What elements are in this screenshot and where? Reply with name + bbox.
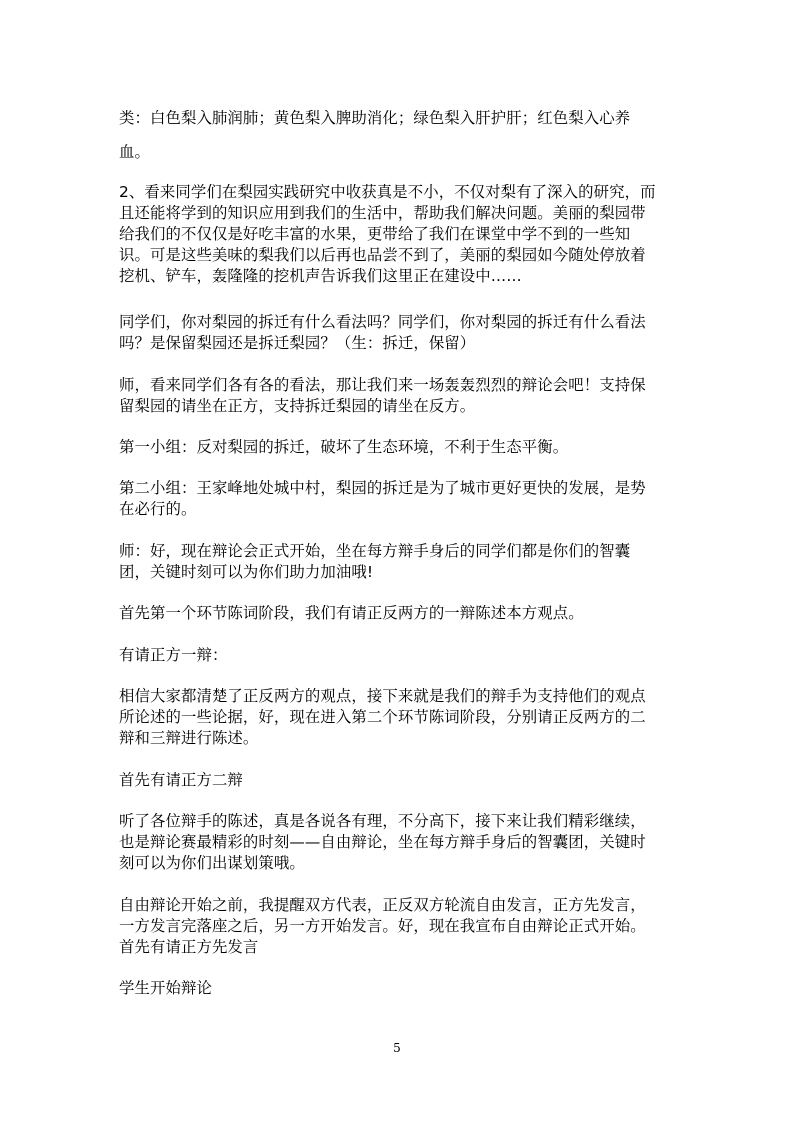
paragraph-6 bbox=[119, 437, 679, 458]
paragraph-15 bbox=[119, 978, 679, 999]
paragraph-4 bbox=[119, 312, 679, 354]
paragraph-2 bbox=[119, 142, 679, 163]
text-line: 2、看来同学们在梨园实践研究中收获真是不小，不仅对梨有了深入的研究，而 bbox=[119, 183, 656, 201]
text-line: 有请正方一辩： bbox=[119, 646, 228, 664]
text-line: 学生开始辩论 bbox=[119, 979, 212, 997]
text-line: 一方发言完落座之后，另一方开始发言。好，现在我宣布自由辩论正式开始。 bbox=[119, 917, 646, 935]
text-line: 血。 bbox=[119, 143, 150, 161]
paragraph-12 bbox=[119, 770, 679, 791]
paragraph-13 bbox=[119, 811, 679, 874]
text-line: 第一小组：反对梨园的拆迁，破坏了生态环境，不利于生态平衡。 bbox=[119, 438, 569, 456]
page-number: 5 bbox=[393, 1041, 401, 1055]
text-line: 同学们，你对梨园的拆迁有什么看法吗？同学们，你对梨园的拆迁有什么看法 bbox=[119, 313, 646, 331]
paragraph-7 bbox=[119, 478, 679, 520]
text-line: 识。可是这些美味的梨我们以后再也品尝不到了，美丽的梨园如今随处停放着 bbox=[119, 246, 646, 264]
text-line: 第二小组：王家峰地处城中村，梨园的拆迁是为了城市更好更快的发展，是势 bbox=[119, 479, 646, 497]
paragraph-1 bbox=[119, 108, 679, 129]
text-line: 师：好，现在辩论会正式开始，坐在每方辩手身后的同学们都是你们的智囊 bbox=[119, 542, 631, 560]
paragraph-3 bbox=[119, 182, 679, 287]
text-line: 辩和三辩进行陈述。 bbox=[119, 729, 259, 747]
text-line: 师，看来同学们各有各的看法，那让我们来一场轰轰烈烈的辩论会吧！支持保 bbox=[119, 376, 646, 394]
paragraph-9 bbox=[119, 603, 679, 624]
text-line: 首先有请正方先发言 bbox=[119, 938, 259, 956]
paragraph-8 bbox=[119, 541, 679, 583]
text-line: 相信大家都清楚了正反两方的观点，接下来就是我们的辩手为支持他们的观点 bbox=[119, 687, 646, 705]
text-line: 刻可以为你们出谋划策哦。 bbox=[119, 854, 305, 872]
text-line: 团，关键时刻可以为你们助力加油哦! bbox=[119, 563, 374, 581]
text-line: 给我们的不仅仅是好吃丰富的水果，更带给了我们在课堂中学不到的一些知 bbox=[119, 225, 631, 243]
paragraph-14 bbox=[119, 895, 679, 958]
paragraph-10 bbox=[119, 645, 679, 666]
text-line: 自由辩论开始之前，我提醒双方代表，正反双方轮流自由发言，正方先发言， bbox=[119, 896, 646, 914]
text-line: 挖机、铲车，轰隆隆的挖机声告诉我们这里正在建设中…… bbox=[119, 267, 522, 285]
paragraph-5 bbox=[119, 375, 679, 417]
text-line: 也是辩论赛最精彩的时刻——自由辩论，坐在每方辩手身后的智囊团，关键时 bbox=[119, 833, 646, 851]
text-line: 所论述的一些论据，好，现在进入第二个环节陈词阶段，分别请正反两方的二 bbox=[119, 708, 646, 726]
text-line: 吗？是保留梨园还是拆迁梨园？（生：拆迁，保留） bbox=[119, 334, 476, 352]
text-line: 留梨园的请坐在正方，支持拆迁梨园的请坐在反方。 bbox=[119, 397, 476, 415]
paragraph-11 bbox=[119, 686, 679, 749]
text-line: 首先第一个环节陈词阶段，我们有请正反两方的一辩陈述本方观点。 bbox=[119, 604, 584, 622]
text-line: 听了各位辩手的陈述，真是各说各有理，不分高下，接下来让我们精彩继续， bbox=[119, 812, 646, 830]
text-line: 类：白色梨入肺润肺；黄色梨入脾助消化；绿色梨入肝护肝；红色梨入心养 bbox=[119, 109, 631, 127]
text-line: 且还能将学到的知识应用到我们的生活中，帮助我们解决问题。美丽的梨园带 bbox=[119, 204, 646, 222]
text-line: 在必行的。 bbox=[119, 500, 197, 518]
text-line: 首先有请正方二辩 bbox=[119, 771, 243, 789]
